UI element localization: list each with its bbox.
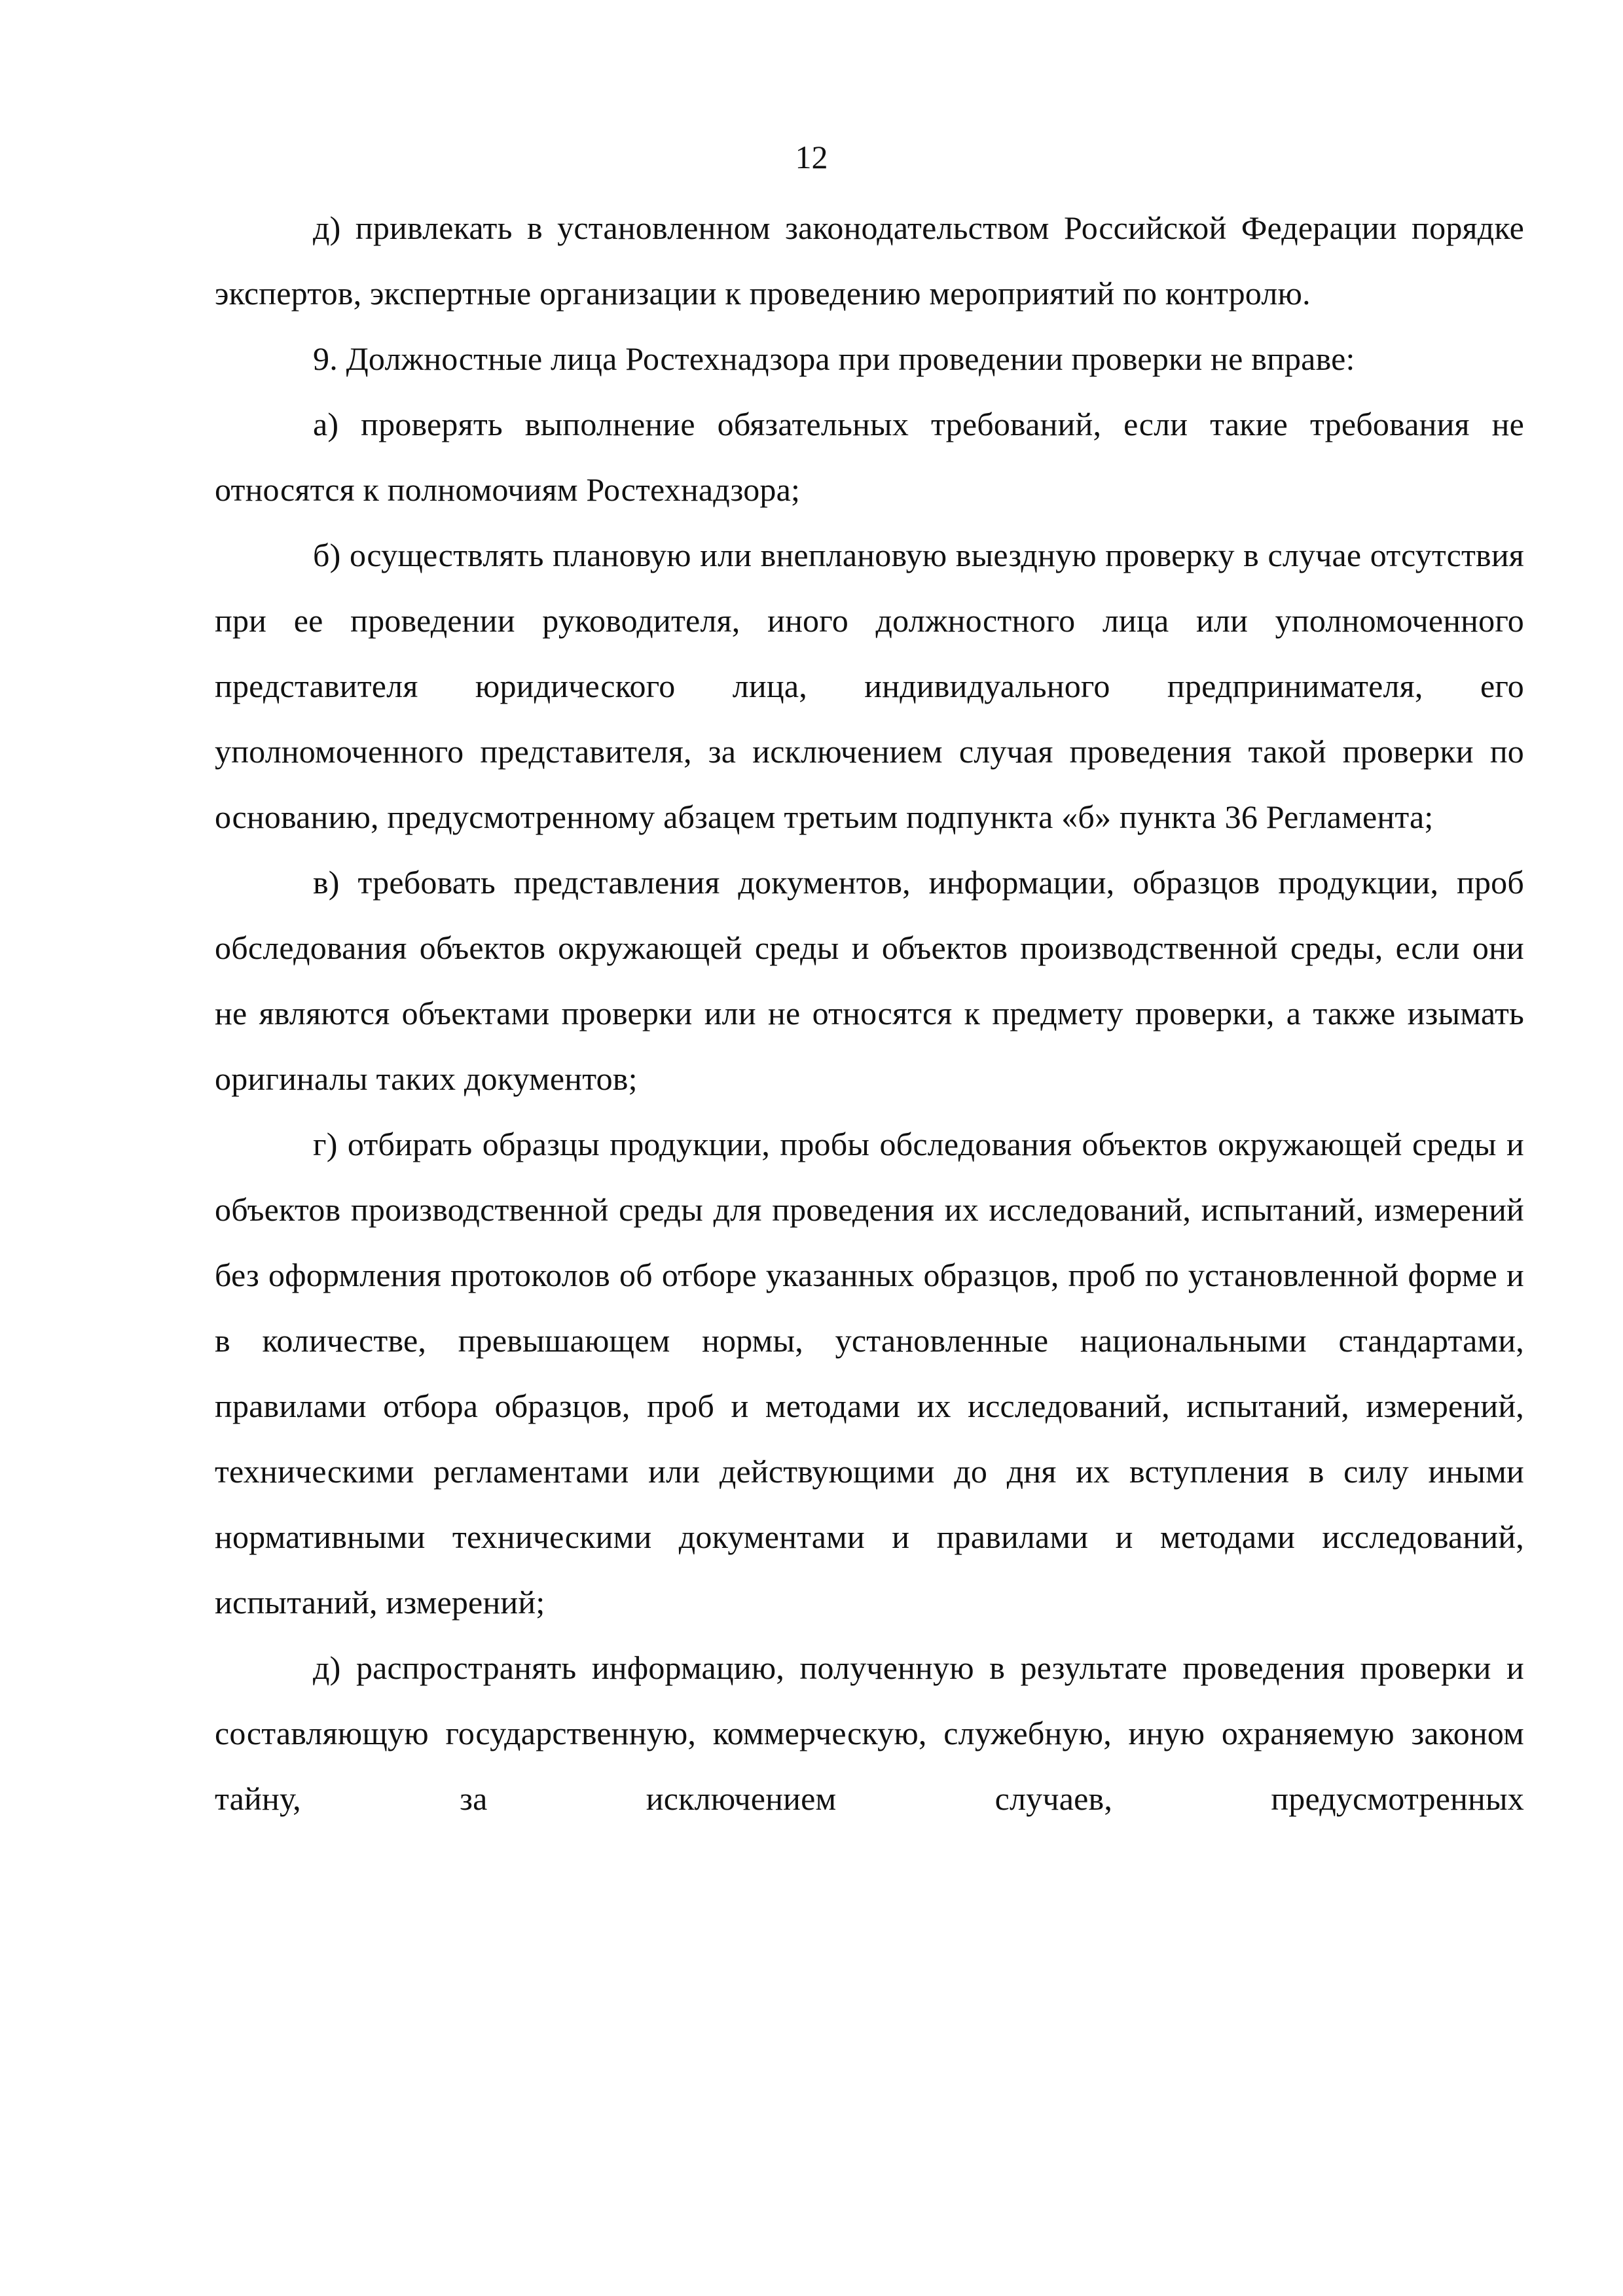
paragraph-d-experts: д) привлекать в установленном законодательством Российской Федерации порядке экспертов, экспертные организации к проведению мероприятий по контролю. [215, 209, 1524, 312]
paragraph-g-samples: г) отбирать образцы продукции, пробы обследования объектов окружающей среды и объектов производственной среды для проведения их исследований, испытаний, измерений без оформления протоколов об отборе указанных образцов, проб по установленной форме и в количестве, превышающем нормы, установленные национальными стандартами, правилами отбора образцов, проб и методами их исследований, испытаний, измерений, техническими регламентами или действующими до дня их вступления в силу иными нормативными техническими документами и правилами и методами исследований, испытаний, измерений; [215, 1126, 1524, 1621]
paragraph-a-verify: а) проверять выполнение обязательных требований, если такие требования не относятся к полномочиям Ростехнадзора; [215, 406, 1524, 508]
paragraph-item-9: 9. Должностные лица Ростехнадзора при проведении проверки не вправе: [313, 340, 1355, 377]
paragraph-v-documents: в) требовать представления документов, информации, образцов продукции, проб обследования объектов окружающей среды и объектов производственной среды, если они не являются объектами проверки или не относятся к предмету проверки, а также изымать оригиналы таких документов; [215, 864, 1524, 1097]
document-body [215, 195, 1524, 1831]
page-number: 12 [795, 139, 828, 175]
paragraph-d-disclosure: д) распространять информацию, полученную в результате проведения проверки и составляющую государственную, коммерческую, служебную, иную охраняемую законом тайну, за исключением случаев, предусмотренных [215, 1649, 1524, 1817]
paragraph-b-inspection: б) осуществлять плановую или внеплановую выездную проверку в случае отсутствия при ее проведении руководителя, иного должностного лица или уполномоченного представителя юридического лица, индивидуального предпринимателя, его уполномоченного представителя, за исключением случая проведения такой проверки по основанию, предусмотренному абзацем третьим подпункта «б» пункта 36 Регламента; [215, 537, 1524, 835]
